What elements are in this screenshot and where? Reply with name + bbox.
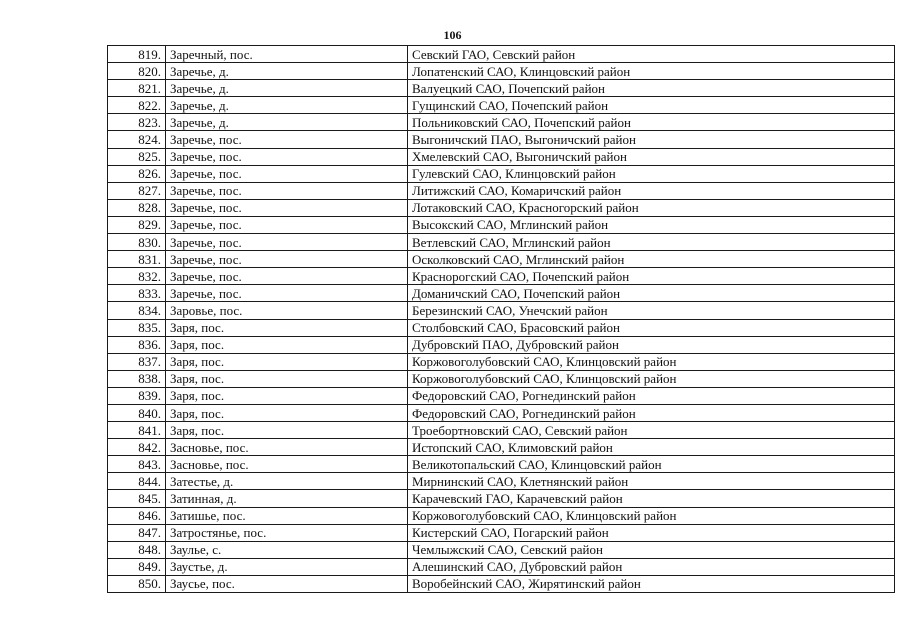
settlement-name-cell: Засновье, пос.	[166, 456, 408, 473]
row-number-cell: 848.	[108, 541, 166, 558]
table-row	[108, 302, 895, 319]
settlement-name-cell: Заречный, пос.	[166, 46, 408, 63]
settlement-name-cell: Заречье, д.	[166, 114, 408, 131]
row-number-cell: 843.	[108, 456, 166, 473]
row-number-cell: 834.	[108, 302, 166, 319]
administration-cell: Федоровский САО, Рогнединский район	[408, 404, 895, 421]
table-row	[108, 558, 895, 575]
table-row	[108, 336, 895, 353]
table-row	[108, 422, 895, 439]
administration-cell: Осколковский САО, Мглинский район	[408, 251, 895, 268]
table-row	[108, 199, 895, 216]
row-number-cell: 846.	[108, 507, 166, 524]
page-number: 106	[443, 28, 462, 42]
administration-cell: Гулевский САО, Клинцовский район	[408, 165, 895, 182]
administration-cell: Воробейнский САО, Жирятинский район	[408, 575, 895, 592]
table-row	[108, 234, 895, 251]
administration-cell: Доманичский САО, Почепский район	[408, 285, 895, 302]
administration-cell: Коржовоголубовский САО, Клинцовский район	[408, 353, 895, 370]
administration-cell: Севский ГАО, Севский район	[408, 46, 895, 63]
row-number-cell: 844.	[108, 473, 166, 490]
settlement-name-cell: Заречье, пос.	[166, 251, 408, 268]
table-row	[108, 370, 895, 387]
row-number-cell: 835.	[108, 319, 166, 336]
table-row	[108, 80, 895, 97]
table-row	[108, 268, 895, 285]
row-number-cell: 826.	[108, 165, 166, 182]
administration-cell: Березинский САО, Унечский район	[408, 302, 895, 319]
table-row	[108, 114, 895, 131]
administration-cell: Высокский САО, Мглинский район	[408, 216, 895, 233]
settlement-name-cell: Заречье, пос.	[166, 182, 408, 199]
settlement-name-cell: Заречье, пос.	[166, 216, 408, 233]
settlement-name-cell: Заустье, д.	[166, 558, 408, 575]
settlement-name-cell: Засновье, пос.	[166, 439, 408, 456]
row-number-cell: 825.	[108, 148, 166, 165]
administration-cell: Карачевский ГАО, Карачевский район	[408, 490, 895, 507]
table-row	[108, 490, 895, 507]
row-number-cell: 829.	[108, 216, 166, 233]
row-number-cell: 830.	[108, 234, 166, 251]
table-row	[108, 165, 895, 182]
row-number-cell: 824.	[108, 131, 166, 148]
row-number-cell: 842.	[108, 439, 166, 456]
row-number-cell: 847.	[108, 524, 166, 541]
settlement-name-cell: Заречье, пос.	[166, 131, 408, 148]
table-row	[108, 507, 895, 524]
settlement-name-cell: Заусье, пос.	[166, 575, 408, 592]
settlement-name-cell: Затинная, д.	[166, 490, 408, 507]
settlement-name-cell: Заречье, пос.	[166, 234, 408, 251]
administration-cell: Великотопальский САО, Клинцовский район	[408, 456, 895, 473]
administration-cell: Хмелевский САО, Выгоничский район	[408, 148, 895, 165]
table-row	[108, 285, 895, 302]
settlement-name-cell: Заря, пос.	[166, 422, 408, 439]
administration-cell: Ветлевский САО, Мглинский район	[408, 234, 895, 251]
administration-cell: Выгоничский ПАО, Выгоничский район	[408, 131, 895, 148]
administration-cell: Краснорогский САО, Почепский район	[408, 268, 895, 285]
row-number-cell: 841.	[108, 422, 166, 439]
settlement-name-cell: Заулье, с.	[166, 541, 408, 558]
administration-cell: Троебортновский САО, Севский район	[408, 422, 895, 439]
table-row	[108, 216, 895, 233]
administration-cell: Лотаковский САО, Красногорский район	[408, 199, 895, 216]
settlement-name-cell: Заря, пос.	[166, 404, 408, 421]
settlement-name-cell: Заречье, пос.	[166, 268, 408, 285]
administration-cell: Коржовоголубовский САО, Клинцовский район	[408, 507, 895, 524]
settlement-name-cell: Заречье, пос.	[166, 285, 408, 302]
settlement-table-body	[108, 46, 895, 593]
row-number-cell: 837.	[108, 353, 166, 370]
table-row	[108, 319, 895, 336]
table-row	[108, 575, 895, 592]
row-number-cell: 838.	[108, 370, 166, 387]
table-row	[108, 387, 895, 404]
settlement-name-cell: Заречье, пос.	[166, 199, 408, 216]
table-row	[108, 524, 895, 541]
settlement-name-cell: Заречье, д.	[166, 97, 408, 114]
table-row	[108, 541, 895, 558]
settlement-table-container	[107, 45, 881, 593]
table-row	[108, 473, 895, 490]
table-row	[108, 251, 895, 268]
administration-cell: Валуецкий САО, Почепский район	[408, 80, 895, 97]
table-row	[108, 353, 895, 370]
row-number-cell: 831.	[108, 251, 166, 268]
table-row	[108, 97, 895, 114]
settlement-name-cell: Заря, пос.	[166, 353, 408, 370]
settlement-table	[107, 45, 895, 593]
settlement-name-cell: Затестье, д.	[166, 473, 408, 490]
table-row	[108, 46, 895, 63]
table-row	[108, 404, 895, 421]
row-number-cell: 819.	[108, 46, 166, 63]
row-number-cell: 827.	[108, 182, 166, 199]
row-number-cell: 828.	[108, 199, 166, 216]
row-number-cell: 850.	[108, 575, 166, 592]
row-number-cell: 822.	[108, 97, 166, 114]
row-number-cell: 823.	[108, 114, 166, 131]
settlement-name-cell: Затишье, пос.	[166, 507, 408, 524]
settlement-name-cell: Заречье, пос.	[166, 165, 408, 182]
administration-cell: Дубровский ПАО, Дубровский район	[408, 336, 895, 353]
administration-cell: Польниковский САО, Почепский район	[408, 114, 895, 131]
administration-cell: Гущинский САО, Почепский район	[408, 97, 895, 114]
table-row	[108, 456, 895, 473]
row-number-cell: 839.	[108, 387, 166, 404]
administration-cell: Литижский САО, Комаричский район	[408, 182, 895, 199]
row-number-cell: 840.	[108, 404, 166, 421]
row-number-cell: 820.	[108, 63, 166, 80]
row-number-cell: 821.	[108, 80, 166, 97]
table-row	[108, 182, 895, 199]
settlement-name-cell: Заречье, пос.	[166, 148, 408, 165]
table-row	[108, 439, 895, 456]
table-row	[108, 131, 895, 148]
settlement-name-cell: Заречье, д.	[166, 80, 408, 97]
administration-cell: Федоровский САО, Рогнединский район	[408, 387, 895, 404]
settlement-name-cell: Заря, пос.	[166, 319, 408, 336]
row-number-cell: 849.	[108, 558, 166, 575]
settlement-name-cell: Заря, пос.	[166, 370, 408, 387]
row-number-cell: 832.	[108, 268, 166, 285]
settlement-name-cell: Заря, пос.	[166, 336, 408, 353]
administration-cell: Коржовоголубовский САО, Клинцовский район	[408, 370, 895, 387]
settlement-name-cell: Затростянье, пос.	[166, 524, 408, 541]
row-number-cell: 833.	[108, 285, 166, 302]
settlement-name-cell: Заречье, д.	[166, 63, 408, 80]
row-number-cell: 836.	[108, 336, 166, 353]
table-row	[108, 148, 895, 165]
administration-cell: Чемлыжский САО, Севский район	[408, 541, 895, 558]
settlement-name-cell: Заря, пос.	[166, 387, 408, 404]
administration-cell: Кистерский САО, Погарский район	[408, 524, 895, 541]
administration-cell: Алешинский САО, Дубровский район	[408, 558, 895, 575]
row-number-cell: 845.	[108, 490, 166, 507]
administration-cell: Истопский САО, Климовский район	[408, 439, 895, 456]
administration-cell: Мирнинский САО, Клетнянский район	[408, 473, 895, 490]
table-row	[108, 63, 895, 80]
administration-cell: Столбовский САО, Брасовский район	[408, 319, 895, 336]
administration-cell: Лопатенский САО, Клинцовский район	[408, 63, 895, 80]
settlement-name-cell: Заровье, пос.	[166, 302, 408, 319]
